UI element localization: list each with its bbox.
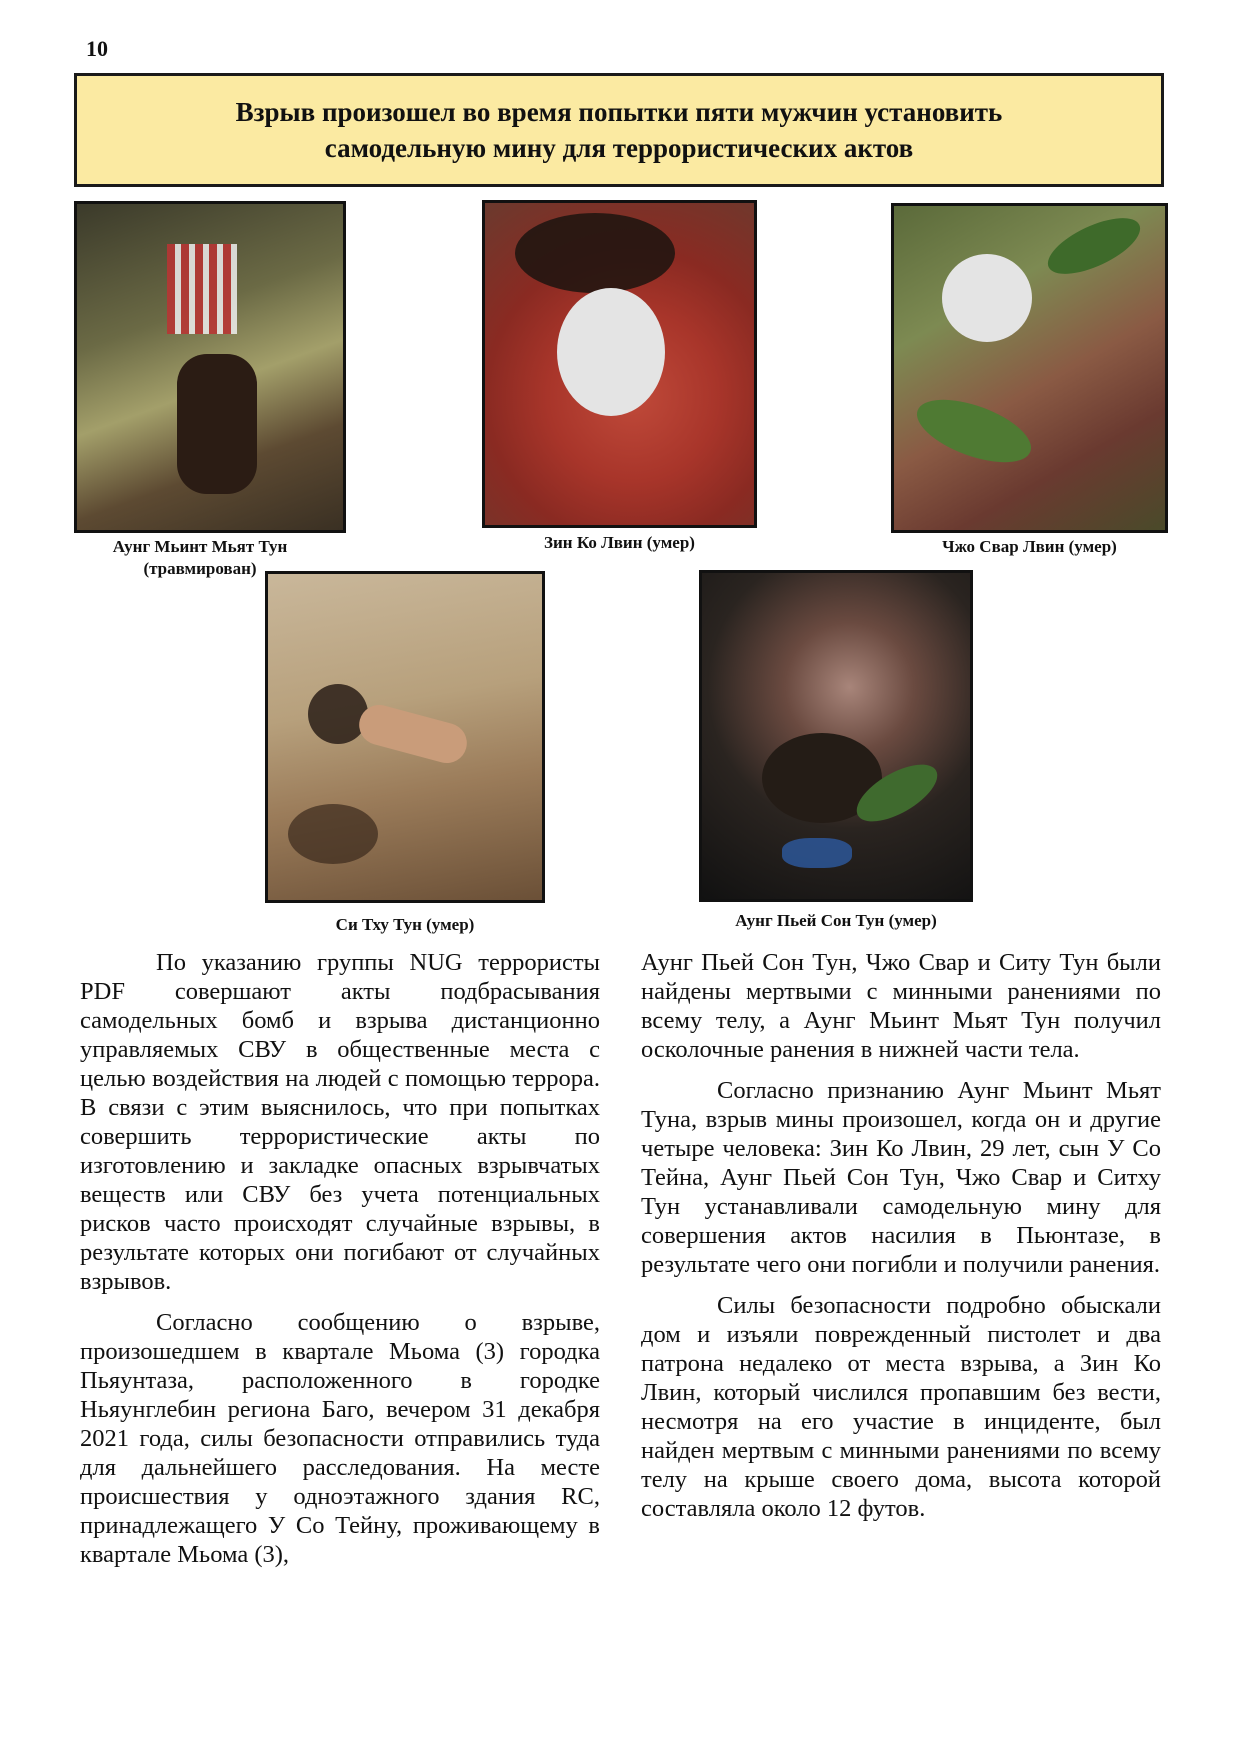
title-line-1: Взрыв произошел во время попытки пяти мужчин установить	[235, 97, 1003, 127]
page-number: 10	[86, 36, 108, 61]
paragraph: Аунг Пьей Сон Тун, Чжо Свар и Ситу Тун были найдены мертвыми с минными ранениями по всему телу, а Аунг Мьинт Мьят Тун получил осколочные ранения в нижней части тела.	[641, 949, 1161, 1063]
paragraph: Согласно сообщению о взрыве, произошедшем в квартале Мьома (3) городка Пьяунтаза, расположенного в городке Ньяунглебин региона Баго, вечером 31 декабря 2021 года, силы безопасности отправились туда для дальнейшего расследования. На месте происшествия у одноэтажного здания RC, принадлежащего У Со Тейну, проживающему в квартале Мьома (3),	[80, 1309, 600, 1568]
photo-4	[265, 571, 545, 903]
photo-1	[74, 201, 346, 533]
face-blur-circle	[942, 254, 1032, 342]
photo-3-caption: Чжо Свар Лвин (умер)	[942, 537, 1117, 556]
paragraph: Силы безопасности подробно обыскали дом и изъяли поврежденный пистолет и два патрона недалеко от места взрыва, а Зин Ко Лвин, который числился пропавшим без вести, несмотря на его участие в инциденте, был найден мертвым с минными ранениями по всему телу на крыше своего дома, высота которой составляла около 12 футов.	[641, 1292, 1161, 1522]
photo-4-caption: Си Тху Тун (умер)	[335, 915, 475, 934]
body-left-column	[80, 948, 600, 1581]
photo-1-caption-line-1: Аунг Мьинт Мьят Тун	[112, 537, 288, 556]
paragraph: Согласно признанию Аунг Мьинт Мьят Туна, взрыв мины произошел, когда он и другие четыре человека: Зин Ко Лвин, 29 лет, сын У Со Тейна, Аунг Пьей Сон Тун, Чжо Свар и Ситху Тун устанавливали самодельную мину для совершения актов насилия в Пьюнтазе, в результате чего они погибли и получили ранения.	[641, 1077, 1161, 1278]
body-right-column	[641, 948, 1161, 1535]
face-blur-circle	[557, 288, 665, 416]
title-box	[74, 73, 1164, 187]
photo-2-caption: Зин Ко Лвин (умер)	[544, 533, 695, 552]
page-title	[236, 94, 1003, 166]
photo-2	[482, 200, 757, 528]
photo-1-caption-line-2: (травмирован)	[143, 559, 257, 578]
photo-5	[699, 570, 973, 902]
photo-3	[891, 203, 1168, 533]
paragraph: По указанию группы NUG террористы PDF совершают акты подбрасывания самодельных бомб и взрыва дистанционно управляемых СВУ в общественные места с целью воздействия на людей с помощью террора. В связи с этим выяснилось, что при попытках совершить террористические акты по изготовлению и закладке опасных взрывчатых веществ или СВУ без учета потенциальных рисков часто происходят случайные взрывы, в результате которых они погибают от случайных взрывов.	[80, 949, 600, 1295]
title-line-2: самодельную мину для террористических актов	[324, 133, 914, 163]
photo-5-caption: Аунг Пьей Сон Тун (умер)	[735, 911, 937, 930]
